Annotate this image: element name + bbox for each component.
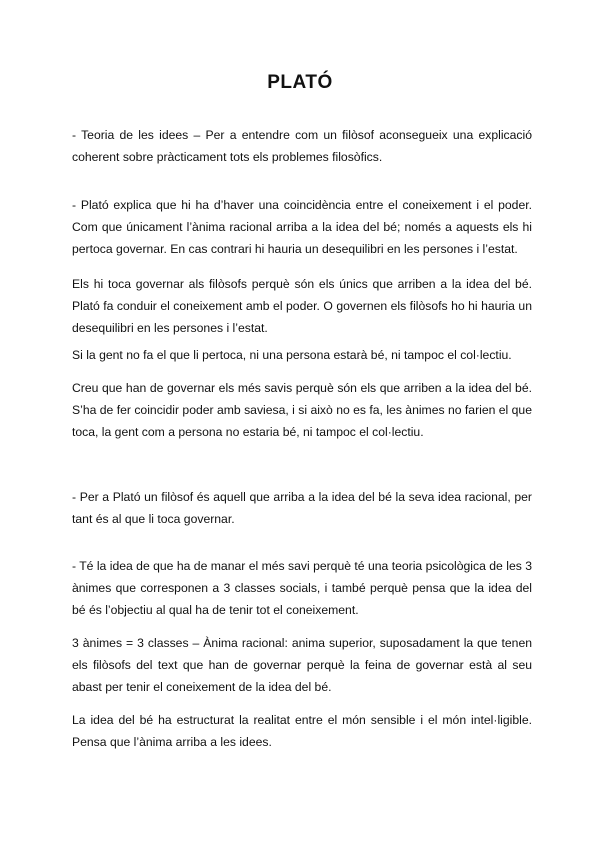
paragraph-wisest-govern: Creu que han de governar els més savis perquè són els que arriben a la idea del bé. S’ha de fer coincidir poder amb saviesa, i si això no es fa, les ànimes no farien el que toca, la gent com a persona no estaria bé, ni tampoc el col·lectiu. xyxy=(72,381,532,439)
paragraph-souls-classes: 3 ànimes = 3 classes – Ànima racional: anima superior, suposadament la que tenen els filòsofs del text que han de governar perquè la feina de governar està al seu abast per tenir el coneixement de la idea del bé. xyxy=(72,636,532,694)
paragraph-collective: Si la gent no fa el que li pertoca, ni una persona estarà bé, ni tampoc el col·lectiu. xyxy=(72,348,512,362)
page-title: PLATÓ xyxy=(267,72,333,93)
paragraph-knowledge-and-power: - Plató explica que hi ha d’haver una coincidència entre el coneixement i el poder. Com que únicament l’ànima racional arriba a la idea del bé; només a aquests els hi pertoca governar. En cas contrari hi hauria un desequilibri en les persones i l’estat. xyxy=(72,198,532,256)
paragraph-three-souls: - Té la idea de que ha de manar el més savi perquè té una teoria psicològica de les 3 ànimes que corresponen a 3 classes socials, i també perquè pensa que la idea del bé és l’objectiu al qual ha de tenir tot el coneixement. xyxy=(72,559,532,617)
paragraph-philosophers-govern: Els hi toca governar als filòsofs perquè són els únics que arriben a la idea del bé. Plató fa conduir el coneixement amb el poder. O governen els filòsofs ho hi hauria un desequilibri en les persones i l’estat. xyxy=(72,277,532,335)
paragraph-philosopher-definition: - Per a Plató un filòsof és aquell que arriba a la idea del bé la seva idea racional, per tant és al que li toca governar. xyxy=(72,490,532,526)
paragraph-idea-of-good: La idea del bé ha estructurat la realitat entre el món sensible i el món intel·ligible. Pensa que l’ànima arriba a les idees. xyxy=(72,713,532,749)
paragraph-theory-of-ideas: - Teoria de les idees – Per a entendre com un filòsof aconsegueix una explicació coherent sobre pràcticament tots els problemes filosòfics. xyxy=(72,128,532,164)
